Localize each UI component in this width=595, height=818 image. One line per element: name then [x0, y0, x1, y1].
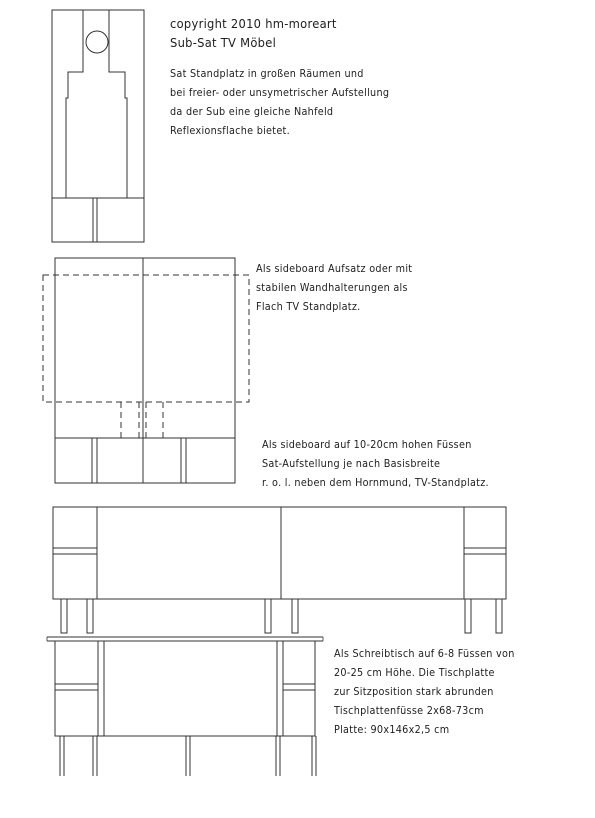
sheet-header	[170, 14, 337, 52]
desk-body-outline	[55, 641, 315, 736]
sideboard-body-outline	[53, 507, 506, 599]
sideboard-top-sketch	[43, 258, 249, 483]
foot-3	[265, 599, 271, 633]
note-line: Als sideboard Aufsatz oder mit	[256, 263, 413, 275]
sideboard-on-feet-sketch	[53, 507, 506, 633]
sheet-title: Sub-Sat TV Möbel	[170, 35, 277, 50]
note-line: zur Sitzposition stark abrunden	[334, 686, 494, 698]
speaker-port-circle	[86, 31, 108, 53]
foot-4	[292, 599, 298, 633]
standing-unit-sketch	[52, 10, 144, 242]
note-sideboard-feet	[262, 436, 489, 493]
note-line: stabilen Wandhalterungen als	[256, 282, 408, 294]
note-line: 20-25 cm Höhe. Die Tischplatte	[334, 667, 495, 679]
cavity-right-profile	[109, 10, 127, 198]
right-shelf-slot	[464, 548, 506, 554]
foot-5	[465, 599, 471, 633]
note-desk	[334, 645, 515, 740]
note-sideboard-top	[256, 260, 412, 317]
left-shelf-slot	[53, 548, 97, 554]
desk-right-shelf-slot	[283, 684, 315, 690]
note-line: r. o. l. neben dem Hornmund, TV-Standplatz.	[262, 477, 489, 489]
note-line: Als sideboard auf 10-20cm hohen Füssen	[262, 439, 472, 451]
note-line: Platte: 90x146x2,5 cm	[334, 724, 450, 736]
note-line: Flach TV Standplatz.	[256, 301, 361, 313]
note-line: Tischplattenfüsse 2x68-73cm	[334, 705, 484, 717]
note-line: Sat-Aufstellung je nach Basisbreite	[262, 458, 441, 470]
wall-mount-dashed-outline	[43, 275, 249, 402]
copyright-line: copyright 2010 hm-moreart	[170, 16, 337, 31]
cavity-left-profile	[66, 10, 83, 198]
desk-left-shelf-slot	[55, 684, 98, 690]
note-line: Sat Standplatz in großen Räumen und	[170, 68, 364, 80]
foot-6	[496, 599, 502, 633]
desk-sketch	[47, 637, 323, 776]
note-line: Reflexionsflache bietet.	[170, 125, 290, 137]
foot-1	[61, 599, 67, 633]
note-line: da der Sub eine gleiche Nahfeld	[170, 106, 334, 118]
foot-2	[87, 599, 93, 633]
note-line: Als Schreibtisch auf 6-8 Füssen von	[334, 648, 515, 660]
sideboard-top-outline	[55, 258, 235, 483]
note-standing-unit	[170, 65, 389, 141]
note-line: bei freier- oder unsymetrischer Aufstellung	[170, 87, 390, 99]
